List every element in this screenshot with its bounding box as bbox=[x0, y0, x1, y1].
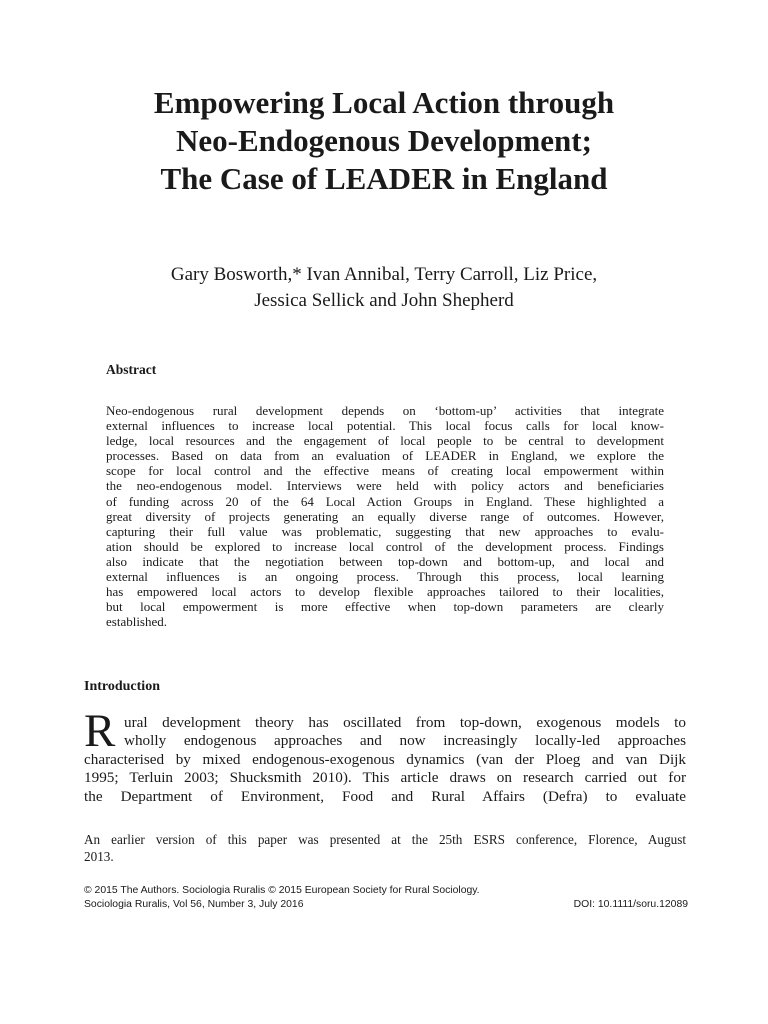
footnote-line: 2013. bbox=[84, 849, 114, 864]
author-line: Jessica Sellick and John Shepherd bbox=[254, 290, 514, 311]
intro-line: characterised by mixed endogenous-exogenous dynamics (van der Ploeg and van Dijk bbox=[84, 750, 686, 768]
abstract-line: external influences to increase local potential. This local focus calls for local know- bbox=[106, 418, 664, 434]
copyright-block bbox=[84, 884, 688, 912]
abstract-line: has empowered local actors to develop flexible approaches tailored to their localities, bbox=[106, 584, 664, 600]
abstract-line: capturing their full value was problematic, suggesting that new approaches to evalu- bbox=[106, 523, 664, 539]
title-line: Neo-Endogenous Development; bbox=[176, 123, 592, 158]
journal-citation: Sociologia Ruralis, Vol 56, Number 3, July 2016 bbox=[84, 899, 304, 910]
article-title bbox=[60, 84, 708, 198]
footnote bbox=[84, 831, 686, 865]
abstract-line: established. bbox=[106, 614, 168, 630]
author-line: Gary Bosworth,* Ivan Annibal, Terry Carroll, Liz Price, bbox=[170, 264, 598, 285]
title-line: Empowering Local Action through bbox=[153, 85, 615, 120]
abstract-line: external influences is an ongoing process. Through this process, local learning bbox=[106, 569, 664, 585]
abstract-line: scope for local control and the effective means of creating local empowerment within bbox=[106, 463, 664, 479]
abstract-line: ation should be explored to increase local control of the development process. Findings bbox=[106, 538, 664, 554]
abstract-line: but local empowerment is more effective when top-down parameters are clearly bbox=[106, 599, 664, 615]
abstract-line: processes. Based on data from an evaluation of LEADER in England, we explore the bbox=[106, 448, 664, 464]
abstract-heading: Abstract bbox=[106, 362, 157, 377]
abstract-line: of funding across 20 of the 64 Local Action Groups in England. These highlighted a bbox=[106, 493, 664, 509]
author-list bbox=[60, 262, 708, 314]
doi-label: DOI: 10.1111/soru.12089 bbox=[573, 899, 688, 910]
abstract-line: the neo-endogenous model. Interviews were held with policy actors and beneficiaries bbox=[106, 478, 664, 494]
intro-line: 1995; Terluin 2003; Shucksmith 2010). This article draws on research carried out for bbox=[84, 769, 686, 787]
abstract-body bbox=[106, 403, 664, 629]
drop-cap: R bbox=[84, 705, 116, 757]
footnote-line: An earlier version of this paper was presented at the 25th ESRS conference, Florence, August bbox=[84, 832, 686, 847]
journal-info-row bbox=[84, 898, 688, 912]
abstract-line: great diversity of projects generating an equally diverse range of outcomes. However, bbox=[106, 508, 664, 524]
intro-line: wholly endogenous approaches and now increasingly locally-led approaches bbox=[124, 732, 686, 750]
introduction-body bbox=[84, 714, 686, 806]
copyright-line: © 2015 The Authors. Sociologia Ruralis © 2015 European Society for Rural Sociology. bbox=[84, 885, 480, 896]
intro-line: the Department of Environment, Food and Rural Affairs (Defra) to evaluate bbox=[84, 787, 686, 805]
title-line: The Case of LEADER in England bbox=[160, 161, 608, 196]
abstract-line: also indicate that the negotiation between top-down and bottom-up, and local and bbox=[106, 553, 664, 569]
intro-line: ural development theory has oscillated from top-down, exogenous models to bbox=[124, 714, 686, 731]
abstract-line: Neo-endogenous rural development depends on ‘bottom-up’ activities that integrate bbox=[106, 403, 664, 418]
abstract-line: ledge, local resources and the engagement of local people to be central to development bbox=[106, 433, 664, 449]
introduction-heading: Introduction bbox=[84, 679, 160, 694]
